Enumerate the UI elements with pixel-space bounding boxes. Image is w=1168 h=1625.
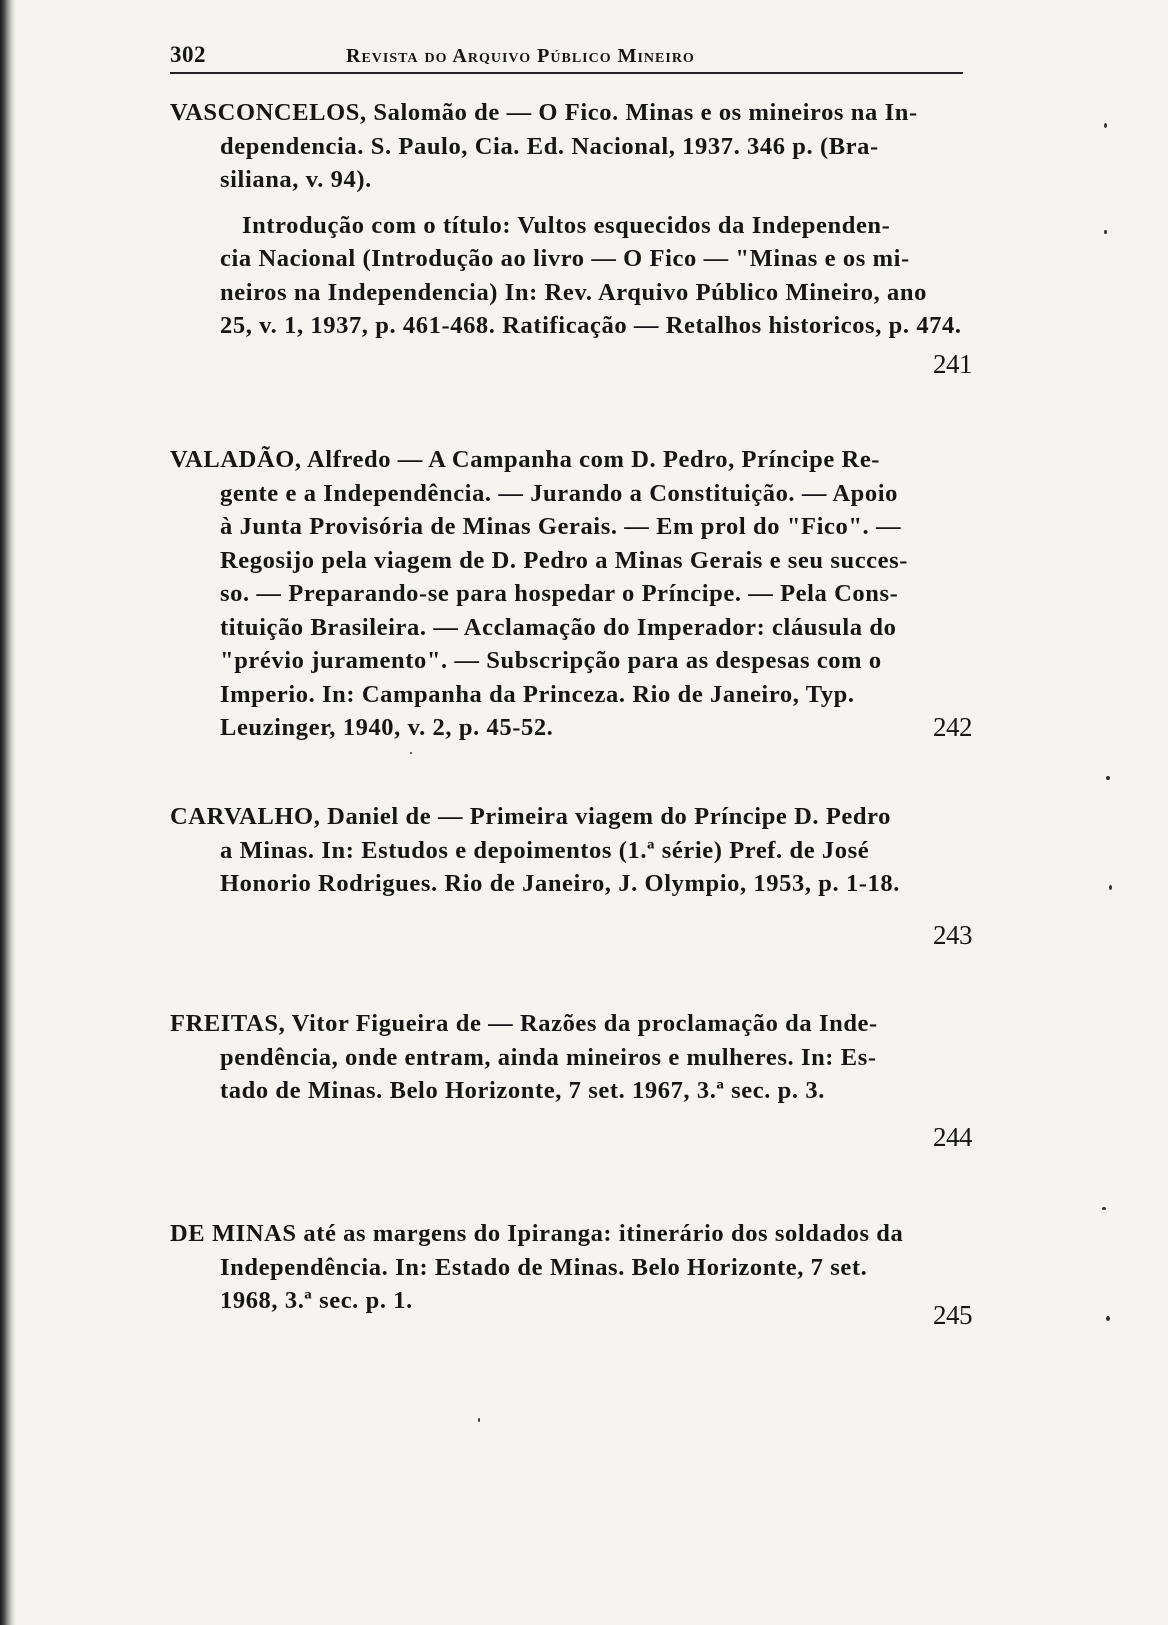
- entry-line: so. — Preparando-se para hospedar o Príncipe. — Pela Cons-: [220, 580, 899, 607]
- entry-number: 241: [933, 349, 972, 379]
- entry-number: 245: [933, 1300, 972, 1330]
- entry-note-line: neiros na Independencia) In: Rev. Arquivo Público Mineiro, ano: [220, 278, 927, 306]
- running-title: Revista do Arquivo Público Mineiro: [346, 45, 695, 67]
- entry-line: à Junta Provisória de Minas Gerais. — Em prol do "Fico". —: [220, 513, 902, 540]
- entry-line: Regosijo pela viagem de D. Pedro a Minas Gerais e seu succes-: [220, 546, 909, 574]
- entry-note-line: Introdução com o título: Vultos esquecidos da Independen-: [242, 211, 891, 239]
- entry-line: CARVALHO, Daniel de — Primeira viagem do Príncipe D. Pedro: [170, 803, 892, 830]
- scan-speck: [1109, 885, 1112, 890]
- entry-line: dependencia. S. Paulo, Cia. Ed. Nacional, 1937. 346 p. (Bra-: [220, 132, 879, 160]
- page-number: 302: [170, 42, 206, 67]
- bibliography-entry: [170, 1217, 960, 1318]
- entry-line: gente e a Independência. — Jurando a Constituição. — Apoio: [220, 479, 898, 507]
- entry-note-line: cia Nacional (Introdução ao livro — O Fico — "Minas e os mi-: [220, 245, 910, 272]
- entry-line: Leuzinger, 1940, v. 2, p. 45-52.: [220, 714, 554, 741]
- entry-line: pendência, onde entram, ainda mineiros e mulheres. In: Es-: [220, 1043, 877, 1071]
- scan-speck: [410, 752, 412, 754]
- entry-line: siliana, v. 94).: [220, 166, 372, 193]
- entry-number: 242: [933, 712, 972, 742]
- bibliography-entry: [170, 800, 960, 901]
- entry-line: "prévio juramento". — Subscripção para as despesas com o: [220, 647, 882, 674]
- entry-number: 243: [933, 920, 972, 950]
- bibliography-entry: [170, 1007, 960, 1108]
- scan-speck: [1106, 1316, 1110, 1321]
- entry-number: 244: [933, 1122, 972, 1152]
- scan-binding-edge: [0, 0, 16, 1625]
- entry-note-line: 25, v. 1, 1937, p. 461-468. Ratificação — Retalhos historicos, p. 474.: [220, 312, 962, 339]
- scan-speck: [1102, 1207, 1106, 1210]
- scan-speck: [478, 1418, 480, 1422]
- page-header: [170, 42, 963, 74]
- entry-line: Independência. In: Estado de Minas. Belo Horizonte, 7 set.: [220, 1253, 868, 1281]
- entry-line: DE MINAS até as margens do Ipiranga: itinerário dos soldados da: [170, 1220, 904, 1247]
- scan-speck: [1106, 776, 1110, 780]
- entry-line: VASCONCELOS, Salomão de — O Fico. Minas e os mineiros na In-: [170, 99, 918, 126]
- entry-line: tituição Brasileira. — Acclamação do Imperador: cláusula do: [220, 613, 897, 641]
- entry-line: FREITAS, Vitor Figueira de — Razões da proclamação da Inde-: [170, 1010, 878, 1037]
- bibliography-entry: [170, 443, 960, 745]
- scan-speck: [1104, 230, 1107, 234]
- scan-speck: [1104, 123, 1107, 128]
- entry-line: a Minas. In: Estudos e depoimentos (1.ª série) Pref. de José: [220, 836, 870, 864]
- entry-line: tado de Minas. Belo Horizonte, 7 set. 1967, 3.ª sec. p. 3.: [220, 1077, 825, 1104]
- bibliography-entry: [170, 96, 960, 343]
- entry-line: Imperio. In: Campanha da Princeza. Rio de Janeiro, Typ.: [220, 680, 855, 708]
- entry-line: Honorio Rodrigues. Rio de Janeiro, J. Olympio, 1953, p. 1-18.: [220, 870, 900, 897]
- entry-line: VALADÃO, Alfredo — A Campanha com D. Pedro, Príncipe Re-: [170, 446, 881, 473]
- entry-line: 1968, 3.ª sec. p. 1.: [220, 1287, 413, 1314]
